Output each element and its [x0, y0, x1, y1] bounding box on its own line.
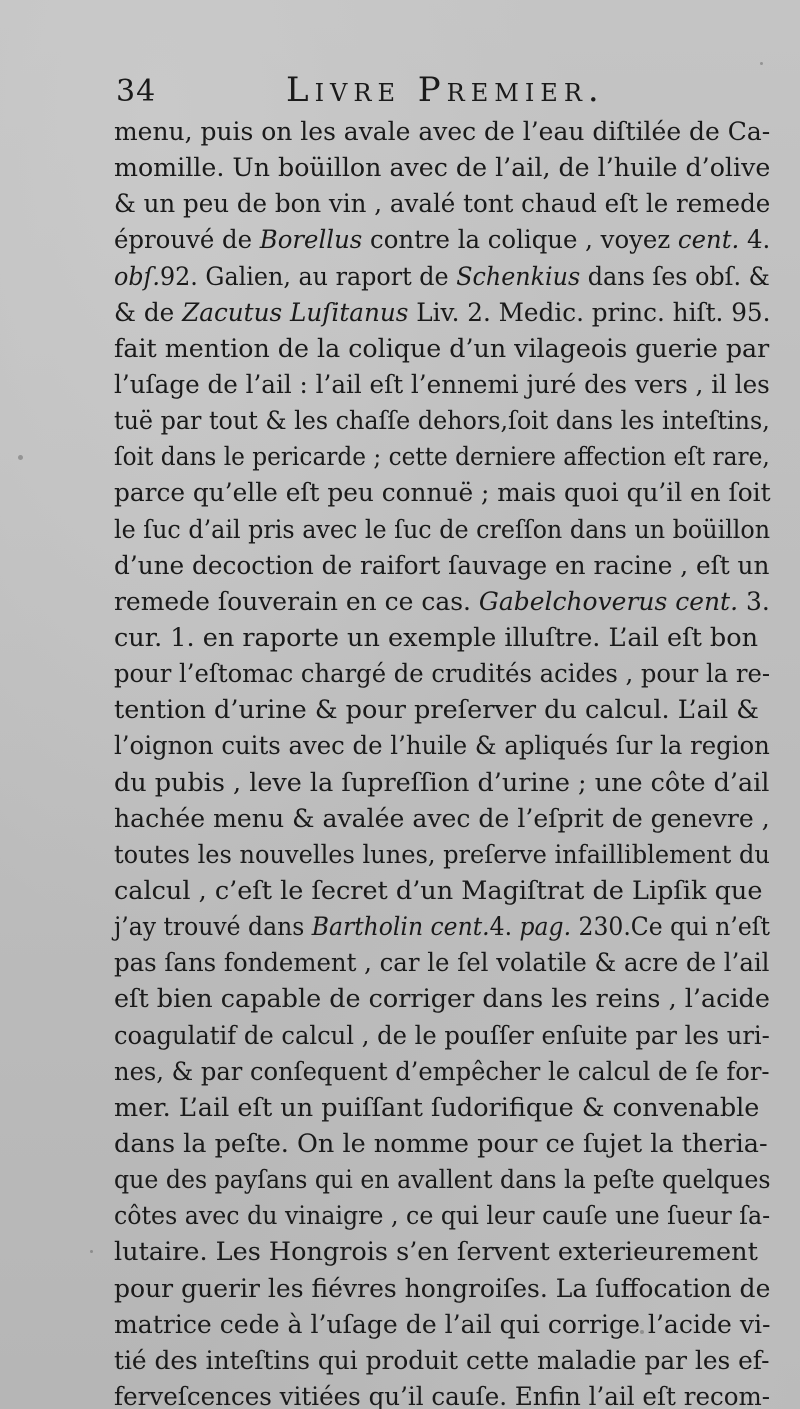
text-line [114, 475, 771, 511]
text-line [114, 548, 770, 584]
text-line [114, 150, 771, 186]
text-run: le ſuc d’ail pris avec le ſuc de creſſon dans un boüillon [114, 514, 771, 545]
text-run: nes, & par conſequent d’empêcher le calcul de ſe for- [114, 1056, 770, 1087]
text-run: momille. Un boüillon avec de l’ail, de l’huile d’olive [114, 153, 771, 184]
text-line [114, 186, 771, 222]
italic-text: Borellus [259, 225, 363, 256]
paper-speck [90, 1250, 93, 1253]
text-run: côtes avec du vinaigre , ce qui leur cauſe une ſueur ſa- [114, 1201, 771, 1232]
text-line [114, 692, 770, 728]
text-line [114, 728, 770, 764]
italic-text: Gabelchoverus cent. [478, 586, 739, 617]
text-line [114, 222, 771, 258]
text-run: tention d’urine & pour preſerver du calcul. L’ail & [114, 695, 759, 726]
text-run: Liv. 2. Medic. princ. hiſt. 95. [408, 297, 771, 328]
text-run: toutes les nouvelles lunes, preſerve infailliblement du [114, 839, 770, 870]
text-run: du pubis , leve la ſupreſſion d’urine ; une côte d’ail [114, 767, 770, 798]
text-run: lutaire. Les Hongrois s’en ſervent exterieurement [114, 1237, 758, 1268]
paper-speck [640, 1330, 644, 1334]
text-line [114, 1343, 770, 1379]
text-line [114, 656, 771, 692]
text-run: matrice cede à l’uſage de l’ail qui corrige l’acide vi- [114, 1309, 771, 1340]
text-line [114, 873, 770, 909]
text-line [114, 765, 769, 801]
text-run: coagulatif de calcul , de le pouſſer enſuite par les uri- [114, 1020, 770, 1051]
text-run: pour guerir les fiévres hongroiſes. La ſuffocation de [114, 1273, 771, 1304]
text-run: 4. [489, 912, 520, 943]
italic-text: Bartholin cent. [311, 912, 490, 943]
text-run: hachée menu & avalée avec de l’eſprit de genevre , [114, 803, 770, 834]
italic-text: Zacutus Luſitanus [182, 297, 409, 328]
text-run: d’une decoction de raifort ſauvage en racine , eſt un [114, 550, 770, 581]
text-run: l’oignon cuits avec de l’huile & apliqués ſur la region [114, 731, 770, 762]
text-run: dans la peſte. On le nomme pour ce ſujet la theria- [114, 1128, 768, 1159]
text-run: 92. Galien, au raport de [159, 261, 457, 292]
text-run: l’uſage de l’ail : l’ail eſt l’ennemi juré des vers , il les [114, 369, 770, 400]
text-line [114, 1379, 771, 1409]
running-head: Livre Premier. [286, 70, 605, 110]
text-run: & de [114, 297, 183, 328]
text-line [114, 512, 771, 548]
text-line [114, 945, 770, 981]
text-run: calcul , c’eſt le ſecret d’un Magiſtrat de Lipſik que [114, 875, 763, 906]
text-line [114, 1198, 771, 1234]
paper-speck [760, 62, 763, 65]
page-header [116, 70, 706, 116]
text-line [114, 981, 769, 1017]
text-run: fait mention de la colique d’un vilageois guerie par [114, 333, 770, 364]
italic-text: Schenkius [456, 261, 581, 292]
text-line [114, 259, 770, 295]
text-line [114, 367, 770, 403]
text-run: menu, puis on les avale avec de l’eau diſtilée de Ca- [114, 117, 771, 147]
text-run: & un peu de bon vin , avalé tont chaud eſt le remede [114, 189, 771, 220]
text-line [114, 1126, 770, 1162]
text-run: pas ſans fondement , car le ſel volatile & acre de l’ail [114, 948, 770, 979]
text-line [114, 295, 771, 331]
text-run: cur. 1. en raporte un exemple illuſtre. L’ail eſt bon [114, 622, 759, 653]
text-line [114, 584, 770, 620]
text-run: 3. [738, 586, 770, 617]
text-line [114, 439, 770, 475]
text-line [114, 1162, 771, 1198]
text-run: tié des inteſtins qui produit cette maladie par les ef- [114, 1345, 770, 1376]
text-run: dans ſes obſ. & [580, 261, 770, 292]
text-run: j’ay trouvé dans [114, 912, 312, 943]
text-run: tuë par tout & les chaſſe dehors,ſoit dans les inteſtins, [114, 406, 770, 437]
text-run: 4. [739, 225, 771, 256]
text-run: ſoit dans le pericarde ; cette derniere affection eſt rare, [114, 442, 770, 473]
text-run: 230.Ce qui n’eſt [571, 912, 770, 943]
text-run: eſt bien capable de corriger dans les reins , l’acide [114, 984, 770, 1015]
text-line [114, 331, 770, 367]
page-number: 34 [116, 74, 157, 109]
text-run: parce qu’elle eſt peu connuë ; mais quoi qu’il en ſoit [114, 478, 771, 509]
text-line [114, 1018, 770, 1054]
text-run: que des payſans qui en avallent dans la peſte quelques [114, 1165, 771, 1196]
italic-text: pag. [519, 912, 572, 943]
text-line [114, 1054, 770, 1090]
text-run: mer. L’ail eſt un puiſſant ſudorifique & convenable [114, 1092, 760, 1123]
italic-text: cent. [677, 225, 740, 256]
text-line [114, 801, 770, 837]
text-line [114, 1271, 771, 1307]
text-line [114, 909, 770, 945]
text-line [114, 403, 770, 439]
text-run: ferveſcences vitiées qu’il cauſe. Enfin l’ail eſt recom- [114, 1381, 771, 1409]
body-text [114, 114, 770, 1409]
text-run: éprouvé de [114, 225, 260, 256]
italic-text: obſ. [114, 261, 160, 292]
text-line [114, 837, 770, 873]
text-line [114, 1234, 770, 1270]
text-run: contre la colique , voyez [362, 225, 678, 256]
paper-speck [18, 455, 23, 460]
text-line [114, 114, 771, 150]
text-run: remede ſouverain en ce cas. [114, 586, 479, 617]
text-line [114, 620, 770, 656]
text-line [114, 1090, 770, 1126]
text-line [114, 1307, 771, 1343]
text-run: pour l’eſtomac chargé de crudités acides , pour la re- [114, 659, 771, 690]
